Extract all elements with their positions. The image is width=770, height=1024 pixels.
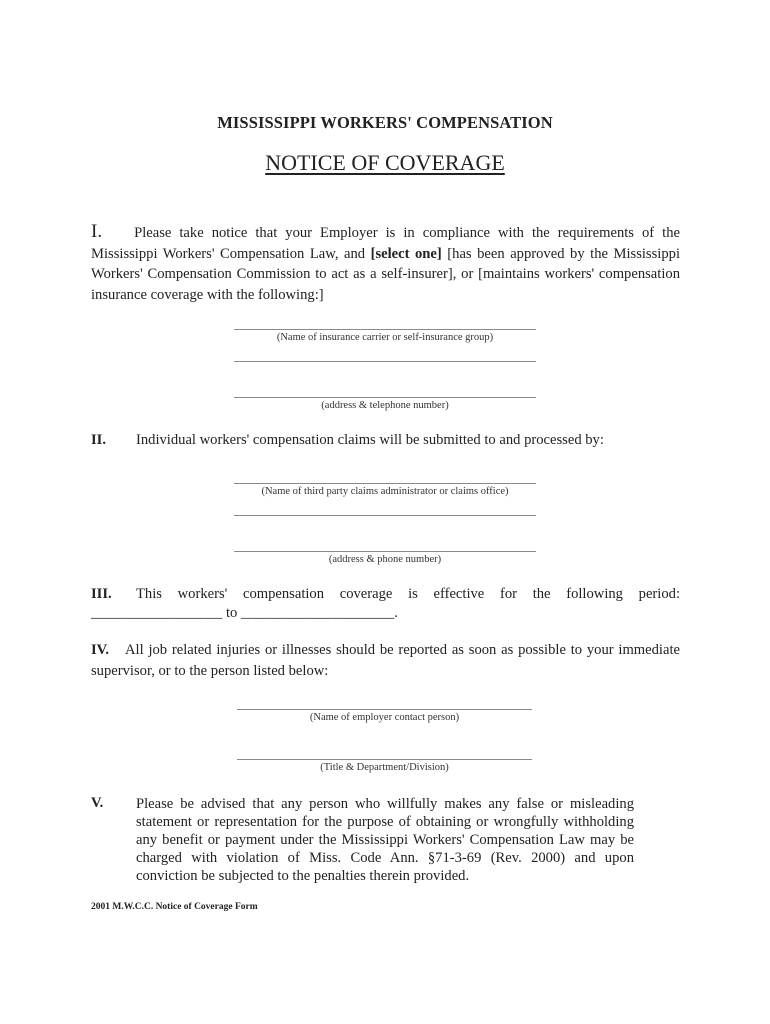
section-1-paragraph	[91, 222, 680, 305]
administrator-name-caption: (Name of third party claims administrator or claims office)	[261, 486, 509, 497]
contact-title-line[interactable]	[237, 759, 532, 760]
coverage-period	[91, 605, 398, 622]
contact-title-caption: (Title & Department/Division)	[320, 762, 449, 773]
carrier-address-line-1[interactable]	[234, 361, 536, 362]
section-4-text: All job related injuries or illnesses should be reported as soon as possible to your immediate supervisor, or to the person listed below:	[91, 642, 680, 679]
section-4-numeral: IV.	[91, 642, 109, 658]
section-1-text-a: Please take notice that your Employer is in compliance with the requirements of the Mississippi Workers' Compensation Law, and	[91, 225, 680, 262]
administrator-address-caption: (address & phone number)	[328, 554, 442, 565]
section-1-text-b: [has been approved by the Mississippi Workers' Compensation Commission to act as a self-insurer], or [maintains workers' compensation insurance coverage with the following:]	[91, 245, 680, 303]
carrier-address-caption: (address & telephone number)	[321, 400, 449, 411]
agency-heading: MISSISSIPPI WORKERS' COMPENSATION	[217, 113, 553, 132]
section-5-text: Please be advised that any person who willfully makes any false or misleading statement or representation for the purpose of obtaining or wrongfully withholding any benefit or payment under the Mississippi Workers' Compensation Law may be charged with violation of Miss. Code Ann. §71-3-69 (Rev. 2000) and upon conviction be subjected to the penalties therein provided.	[136, 796, 634, 884]
section-1-numeral: I.	[91, 221, 103, 242]
carrier-name-line[interactable]	[234, 329, 536, 330]
page-title: NOTICE OF COVERAGE	[265, 150, 505, 175]
section-2-text: Individual workers' compensation claims will be submitted to and processed by:	[136, 432, 604, 448]
select-one-label: [select one]	[370, 245, 442, 262]
administrator-address-line-2[interactable]	[234, 551, 536, 552]
contact-person-line[interactable]	[237, 709, 532, 710]
administrator-address-line-1[interactable]	[234, 515, 536, 516]
section-2-numeral: II.	[91, 432, 107, 448]
section-3-text: This workers' compensation coverage is effective for the following period:	[136, 586, 680, 602]
period-to-blank[interactable]: _____________________.	[241, 605, 398, 621]
form-identifier: 2001 M.W.C.C. Notice of Coverage Form	[91, 902, 258, 912]
section-3-numeral: III.	[91, 586, 112, 602]
period-from-blank[interactable]: __________________	[91, 605, 223, 621]
contact-person-caption: (Name of employer contact person)	[309, 712, 460, 723]
administrator-name-line[interactable]	[234, 483, 536, 484]
section-4-paragraph	[91, 640, 680, 681]
period-to-label: to	[226, 605, 238, 621]
section-5-numeral: V.	[91, 795, 104, 811]
carrier-address-line-2[interactable]	[234, 397, 536, 398]
carrier-name-caption: (Name of insurance carrier or self-insurance group)	[276, 332, 494, 343]
